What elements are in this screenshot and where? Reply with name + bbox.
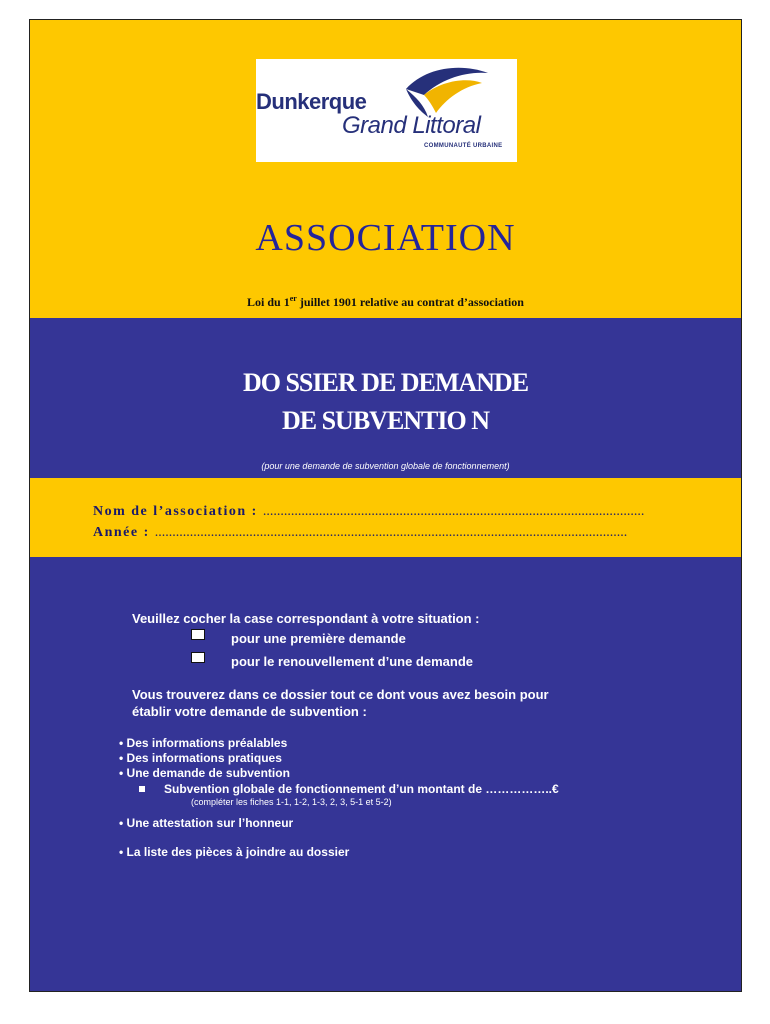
year-field[interactable] <box>93 525 723 541</box>
loi-prefix: Loi du 1 <box>247 295 290 309</box>
intro-line2: établir votre demande de subvention : <box>132 704 367 719</box>
loi-subtitle <box>30 294 741 310</box>
dunkerque-logo <box>256 59 517 162</box>
first-request-label: pour une première demande <box>231 631 406 646</box>
intro-line1: Vous trouverez dans ce dossier tout ce dont vous avez besoin pour <box>132 687 549 702</box>
first-request-checkbox[interactable] <box>191 629 205 640</box>
list-item: • La liste des pièces à joindre au dossier <box>119 845 350 859</box>
list-item: • Une attestation sur l’honneur <box>119 816 294 830</box>
document-page <box>29 19 742 992</box>
year-label: Année : <box>93 525 150 540</box>
loi-suffix: juillet 1901 relative au contrat d’association <box>296 295 524 309</box>
association-name-label: Nom de l’association : <box>93 504 258 519</box>
square-bullet-icon <box>139 786 145 792</box>
association-name-field[interactable] <box>93 504 723 520</box>
renewal-checkbox[interactable] <box>191 652 205 663</box>
list-item: • Des informations pratiques <box>119 751 282 765</box>
loi-superscript: er <box>289 294 297 303</box>
logo-text-dunkerque: Dunkerque <box>256 89 367 114</box>
list-item: • Une demande de subvention <box>119 766 290 780</box>
dossier-title <box>30 364 741 440</box>
situation-prompt: Veuillez cocher la case correspondant à votre situation : <box>132 611 480 626</box>
association-name-dots: ............................................................................................................. <box>262 504 645 519</box>
sub-list-note: (compléter les fiches 1-1, 1-2, 1-3, 2, 3, 5-1 et 5-2) <box>191 797 392 807</box>
association-title: ASSOCIATION <box>255 217 516 259</box>
list-item: • Des informations préalables <box>119 736 288 750</box>
logo-text-grand-littoral: Grand Littoral <box>342 112 481 139</box>
sub-list-item: Subvention globale de fonctionnement d’un montant de ……………..€ <box>164 782 559 796</box>
dossier-title-line1: DO SSIER DE DEMANDE <box>242 368 529 397</box>
dossier-subtitle: (pour une demande de subvention globale de fonctionnement) <box>261 461 510 471</box>
logo-text-communaute: COMMUNAUTÉ URBAINE <box>424 143 503 149</box>
dossier-title-line2: DE SUBVENTIO N <box>281 406 490 435</box>
year-dots: ....................................................................................................................................... <box>154 525 628 540</box>
renewal-label: pour le renouvellement d’une demande <box>231 654 473 669</box>
